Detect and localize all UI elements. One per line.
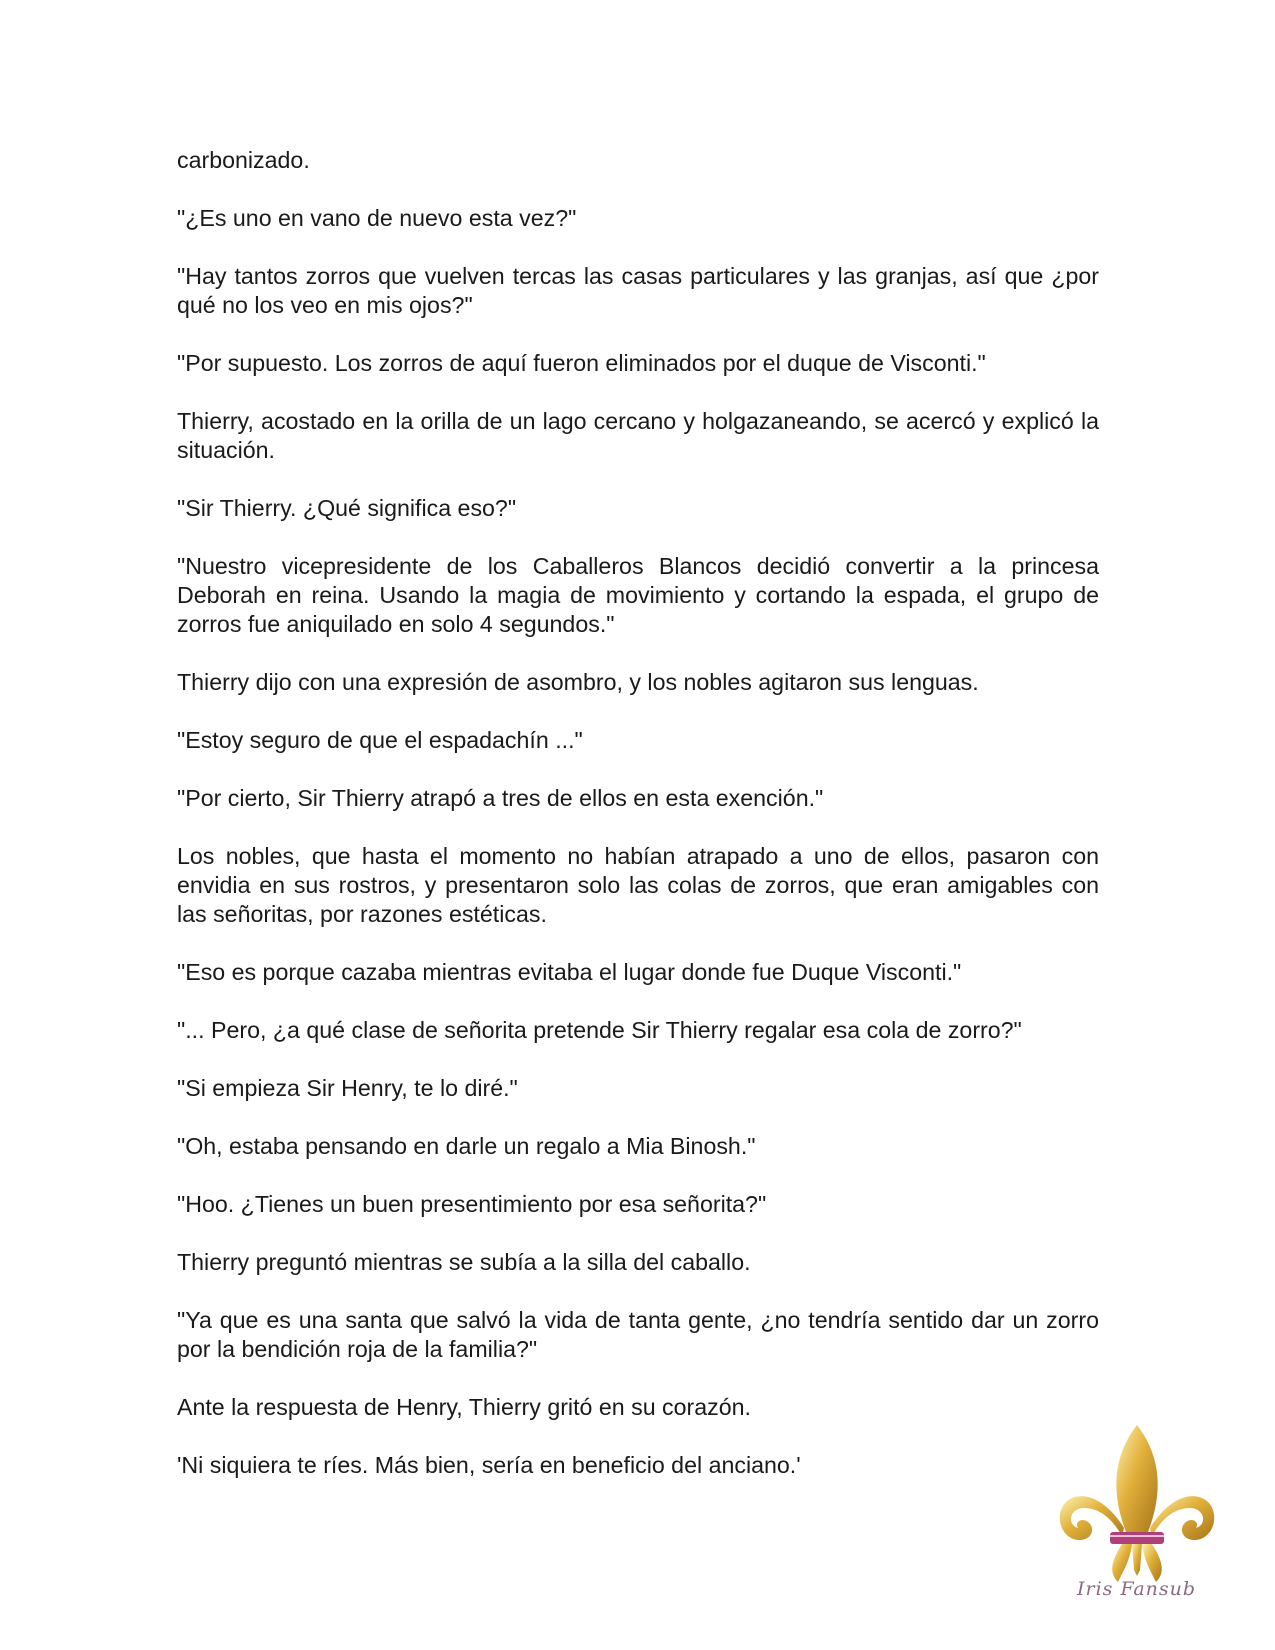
paragraph: "Por supuesto. Los zorros de aquí fueron eliminados por el duque de Visconti."	[177, 350, 986, 376]
paragraph: "Nuestro vicepresidente de los Caballeros Blancos decidió convertir a la princesa Deborah en reina. Usando la magia de movimiento y cortando la espada, el grupo de zorros fue aniquilado en solo 4 segundos."	[177, 553, 1099, 637]
watermark-text: Iris Fansub	[1077, 1578, 1197, 1600]
paragraph: "Estoy seguro de que el espadachín ..."	[177, 727, 583, 753]
paragraph: "Eso es porque cazaba mientras evitaba el lugar donde fue Duque Visconti."	[177, 959, 962, 985]
paragraph: Ante la respuesta de Henry, Thierry gritó en su corazón.	[177, 1394, 751, 1420]
paragraph: "¿Es uno en vano de nuevo esta vez?"	[177, 205, 577, 231]
paragraph: carbonizado.	[177, 147, 310, 173]
paragraph: "Si empieza Sir Henry, te lo diré."	[177, 1075, 518, 1101]
paragraph: Thierry preguntó mientras se subía a la silla del caballo.	[177, 1249, 751, 1275]
paragraph: "Por cierto, Sir Thierry atrapó a tres de ellos en esta exención."	[177, 785, 824, 811]
paragraph: "Oh, estaba pensando en darle un regalo a Mia Binosh."	[177, 1133, 756, 1159]
paragraph: 'Ni siquiera te ríes. Más bien, sería en beneficio del anciano.'	[177, 1452, 801, 1478]
paragraph: Los nobles, que hasta el momento no habían atrapado a uno de ellos, pasaron con envidia en sus rostros, y presentaron solo las colas de zorros, que eran amigables con las señoritas, por razones estéticas.	[177, 843, 1099, 927]
paragraph: Thierry dijo con una expresión de asombro, y los nobles agitaron sus lenguas.	[177, 669, 979, 695]
page-body	[177, 146, 1099, 1509]
paragraph: Thierry, acostado en la orilla de un lago cercano y holgazaneando, se acercó y explicó la situación.	[177, 408, 1099, 463]
paragraph: "... Pero, ¿a qué clase de señorita pretende Sir Thierry regalar esa cola de zorro?"	[177, 1017, 1022, 1043]
paragraph: "Sir Thierry. ¿Qué significa eso?"	[177, 495, 517, 521]
paragraph: "Hay tantos zorros que vuelven tercas las casas particulares y las granjas, así que ¿por qué no los veo en mis ojos?"	[177, 263, 1099, 318]
paragraph: "Ya que es una santa que salvó la vida de tanta gente, ¿no tendría sentido dar un zorro por la bendición roja de la familia?"	[177, 1307, 1099, 1362]
paragraph: "Hoo. ¿Tienes un buen presentimiento por esa señorita?"	[177, 1191, 767, 1217]
